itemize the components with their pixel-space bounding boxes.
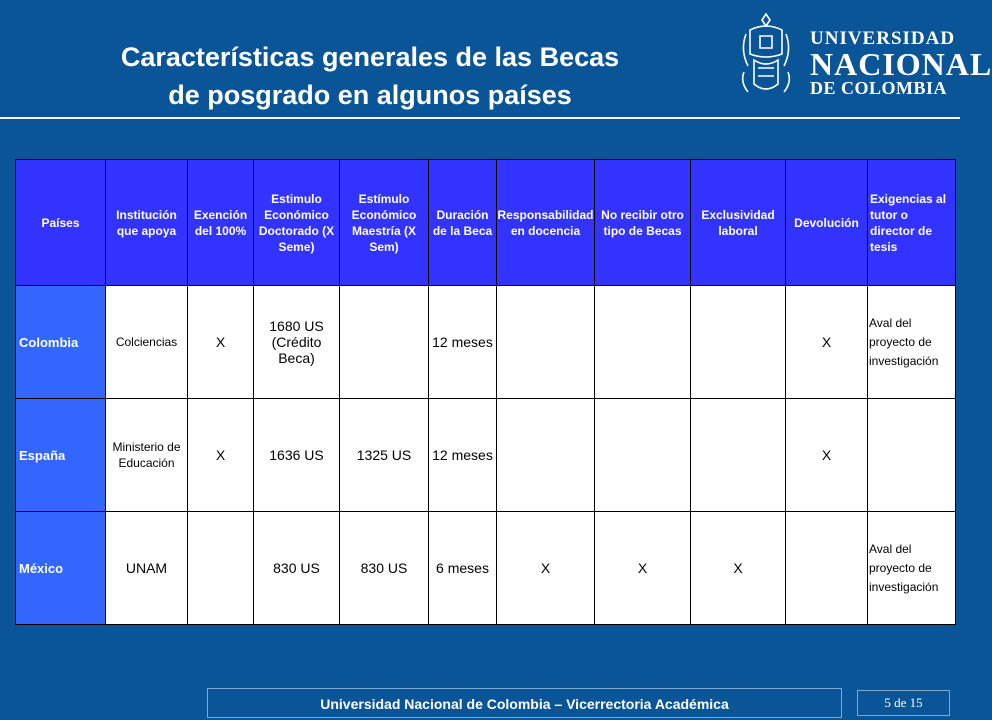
header-devolucion: Devolución — [786, 160, 868, 286]
header-duracion: Duración de la Beca — [429, 160, 497, 286]
cell-pais: México — [16, 512, 106, 625]
scholarships-table — [15, 159, 956, 625]
cell-exclusividad — [691, 286, 786, 399]
table-header-row — [16, 160, 956, 286]
cell-docencia — [497, 286, 595, 399]
cell-doctorado: 1680 US (Crédito Beca) — [254, 286, 340, 399]
footer-institution: Universidad Nacional de Colombia – Vicerrectoria Académica — [207, 688, 842, 718]
slide-title-line-2: de posgrado en algunos países — [168, 80, 572, 110]
cell-exigencias — [868, 399, 956, 512]
logo-text-de-colombia: DE COLOMBIA — [810, 78, 948, 98]
cell-duracion: 12 meses — [429, 286, 497, 399]
cell-institucion: Ministerio de Educación — [106, 399, 188, 512]
header-exencion: Exención del 100% — [188, 160, 254, 286]
cell-docencia — [497, 399, 595, 512]
cell-duracion: 6 meses — [429, 512, 497, 625]
header-responsabilidad-docencia: Responsabilidad en docencia — [497, 160, 595, 286]
university-seal-icon — [736, 10, 796, 100]
cell-exencion: X — [188, 286, 254, 399]
header-paises: Países — [16, 160, 106, 286]
table-row — [16, 399, 956, 512]
cell-no-recibir — [595, 399, 691, 512]
header-exclusividad-laboral: Exclusividad laboral — [691, 160, 786, 286]
cell-duracion: 12 meses — [429, 399, 497, 512]
cell-doctorado: 830 US — [254, 512, 340, 625]
cell-doctorado: 1636 US — [254, 399, 340, 512]
cell-devolucion — [786, 512, 868, 625]
logo-text-nacional: NACIONAL — [810, 46, 992, 82]
header-no-recibir-becas: No recibir otro tipo de Becas — [595, 160, 691, 286]
cell-pais: España — [16, 399, 106, 512]
header-exigencias: Exigencias al tutor o director de tesis — [868, 160, 956, 286]
cell-no-recibir — [595, 286, 691, 399]
cell-institucion: Colciencias — [106, 286, 188, 399]
cell-maestria: 830 US — [340, 512, 429, 625]
header-estimulo-maestria: Estímulo Económico Maestría (X Sem) — [340, 160, 429, 286]
cell-exigencias: Aval del proyecto de investigación — [868, 286, 956, 399]
header-estimulo-doctorado: Estimulo Económico Doctorado (X Seme) — [254, 160, 340, 286]
cell-exclusividad — [691, 399, 786, 512]
page-number: 5 de 15 — [857, 690, 950, 716]
cell-devolucion: X — [786, 399, 868, 512]
cell-docencia: X — [497, 512, 595, 625]
cell-devolucion: X — [786, 286, 868, 399]
logo-text-universidad: UNIVERSIDAD — [810, 28, 956, 49]
cell-exclusividad: X — [691, 512, 786, 625]
cell-pais: Colombia — [16, 286, 106, 399]
cell-maestria: 1325 US — [340, 399, 429, 512]
title-divider — [0, 117, 960, 119]
table-row — [16, 512, 956, 625]
cell-institucion: UNAM — [106, 512, 188, 625]
cell-maestria — [340, 286, 429, 399]
cell-no-recibir: X — [595, 512, 691, 625]
slide-title-line-1: Características generales de las Becas — [120, 42, 620, 72]
university-logo — [730, 6, 992, 106]
header-institucion: Institución que apoya — [106, 160, 188, 286]
slide-title — [40, 38, 700, 114]
cell-exencion: X — [188, 399, 254, 512]
table-row — [16, 286, 956, 399]
cell-exigencias: Aval del proyecto de investigación — [868, 512, 956, 625]
cell-exencion — [188, 512, 254, 625]
